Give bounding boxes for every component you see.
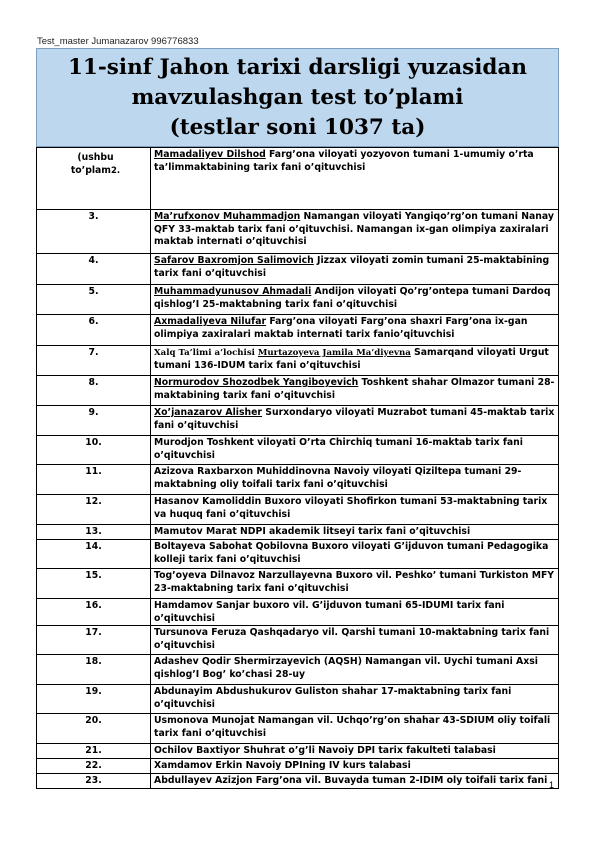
row-text: [151, 148, 559, 210]
row-number: 14.: [37, 540, 151, 569]
row-number: 11.: [37, 465, 151, 495]
row-text: [151, 406, 559, 436]
row-text: [151, 254, 559, 285]
author-name: Murtazoyeva Jamila Ma’diyevna: [257, 348, 411, 358]
row-text: Usmonova Munojat Namangan vil. Uchqo’rg’on shahar 43-SDIUM oliy toifali tarix fani o’qituvchisi: [151, 714, 559, 744]
table-row: [37, 744, 559, 759]
row-number: 17.: [37, 626, 151, 655]
row-number: 21.: [37, 744, 151, 759]
table-row: [37, 626, 559, 655]
row-number: 7.: [37, 346, 151, 376]
row-number: 22.: [37, 759, 151, 774]
author-details: Farg’ona viloyati yozyovon tumani 1-umumiy o’rta ta’limmaktabining tarix fani o’qituvchisi: [154, 149, 534, 173]
page-number: 1: [549, 780, 555, 790]
table-row: [37, 436, 559, 465]
row-text: [151, 315, 559, 346]
row-text: Mamutov Marat NDPI akademik litseyi tarix fani o’qituvchisi: [151, 525, 559, 540]
row-text: Hasanov Kamoliddin Buxoro viloyati Shofirkon tumani 53-maktabning tarix va huquq fani o’qituvchisi: [151, 495, 559, 525]
row-text: [151, 210, 559, 254]
table-row: [37, 406, 559, 436]
row-number: 3.: [37, 210, 151, 254]
author-details: Samarqand viloyati Urgut tumani 136-IDUM tarix fani o’qituvchisi: [154, 347, 549, 371]
intro-line-1: (ushbu: [77, 152, 114, 163]
table-row: [37, 759, 559, 774]
header-note: Test_master Jumanazarov 996776833: [37, 36, 199, 47]
table-row: [37, 285, 559, 315]
author-details: Toshkent shahar Olmazor tumani 28-maktabining tarix fani o’qituvchisi: [154, 377, 555, 401]
row-number: 6.: [37, 315, 151, 346]
table-row: [37, 714, 559, 744]
row-number: 20.: [37, 714, 151, 744]
award-title: Xalq Ta’limi a’lochisi: [154, 348, 258, 358]
author-name: Mamadaliyev Dilshod: [154, 149, 266, 160]
author-name: Xo’janazarov Alisher: [154, 407, 263, 418]
row-text: Abdullayev Azizjon Farg’ona vil. Buvayda tuman 2-IDIM oly toifali tarix fani: [151, 774, 559, 789]
table-row: [37, 315, 559, 346]
document-title: [36, 48, 559, 147]
table-row: [37, 465, 559, 495]
intro-cell: [37, 148, 151, 210]
row-number: 5.: [37, 285, 151, 315]
authors-table: [36, 147, 559, 789]
row-text: [151, 376, 559, 406]
row-text: Boltayeva Sabohat Qobilovna Buxoro viloyati G’ijduvon tumani Pedagogika kolleji tarix fani o’qituvchisi: [151, 540, 559, 569]
author-name: Normurodov Shozodbek Yangiboyevich: [154, 377, 359, 388]
row-text: Abdunayim Abdushukurov Guliston shahar 17-maktabning tarix fani o’qituvchisi: [151, 685, 559, 714]
row-number: 16.: [37, 599, 151, 626]
author-details: Surxondaryo viloyati Muzrabot tumani 45-maktab tarix fani o’qituvchisi: [154, 407, 555, 431]
row-number: 4.: [37, 254, 151, 285]
table-row: [37, 599, 559, 626]
row-text: [151, 285, 559, 315]
author-details: Farg’ona viloyati Farg’ona shaxri Farg’ona ix-gan olimpiya zaxiralari maktab internati tarix fanio’qituvchisi: [154, 316, 528, 340]
row-text: Ochilov Baxtiyor Shuhrat o’g’li Navoiy DPI tarix fakulteti talabasi: [151, 744, 559, 759]
table-row: [37, 210, 559, 254]
author-details: Namangan viloyati Yangiqo’rg’on tumani Nanay QFY 33-maktab tarix fani o’qituvchisi. Namangan ix-gan olimpiya zaxiralari maktab internati o’qituvchisi: [154, 211, 554, 247]
title-line-3: (testlar soni 1037 ta): [169, 115, 426, 140]
table-row: [37, 685, 559, 714]
table-row: [37, 774, 559, 789]
table-row: [37, 525, 559, 540]
title-line-2: mavzulashgan test to’plami: [131, 85, 464, 110]
row-text: Xamdamov Erkin Navoiy DPIning IV kurs talabasi: [151, 759, 559, 774]
table-row: [37, 254, 559, 285]
row-number: 2.: [111, 165, 121, 176]
row-number: 23.: [37, 774, 151, 789]
table-row: [37, 655, 559, 685]
row-number: 8.: [37, 376, 151, 406]
author-name: Ma’rufxonov Muhammadjon: [154, 211, 301, 222]
author-name: Axmadaliyeva Nilufar: [154, 316, 267, 327]
row-text: Azizova Raxbarxon Muhiddinovna Navoiy viloyati Qiziltepa tumani 29-maktabning oliy toifali tarix fani o’qituvchisi: [151, 465, 559, 495]
row-number: 12.: [37, 495, 151, 525]
table-row: [37, 569, 559, 599]
author-details: Andijon viloyati Qo’rg’ontepa tumani Dardoq qishlog’I 25-maktabning tarix fani o’qituvchisi: [154, 286, 551, 310]
row-number: 19.: [37, 685, 151, 714]
author-name: Safarov Baxromjon Salimovich: [154, 255, 314, 266]
row-number: 13.: [37, 525, 151, 540]
row-text: [151, 346, 559, 376]
row-number: 15.: [37, 569, 151, 599]
author-details: Jizzax viloyati zomin tumani 25-maktabining tarix fani o’qituvchisi: [154, 255, 550, 279]
author-name: Muhammadyunusov Ahmadali: [154, 286, 312, 297]
row-number: 18.: [37, 655, 151, 685]
row-number: 9.: [37, 406, 151, 436]
title-line-1: 11-sinf Jahon tarixi darsligi yuzasidan: [67, 55, 528, 80]
table-row: [37, 346, 559, 376]
row-text: Tursunova Feruza Qashqadaryo vil. Qarshi tumani 10-maktabning tarix fani o’qituvchisi: [151, 626, 559, 655]
table-row: [37, 495, 559, 525]
table-row: [37, 148, 559, 210]
table-row: [37, 540, 559, 569]
row-text: Murodjon Toshkent viloyati O’rta Chirchiq tumani 16-maktab tarix fani o’qituvchisi: [151, 436, 559, 465]
row-text: Hamdamov Sanjar buxoro vil. G’ijduvon tumani 65-IDUMI tarix fani o’qituvchisi: [151, 599, 559, 626]
row-text: Adashev Qodir Shermirzayevich (AQSH) Namangan vil. Uychi tumani Axsi qishlog’I Bog’ ko’chasi 28-uy: [151, 655, 559, 685]
intro-line-2: to’plam: [70, 164, 111, 176]
row-number: 10.: [37, 436, 151, 465]
row-text: Tog’oyeva Dilnavoz Narzullayevna Buxoro vil. Peshko’ tumani Turkiston MFY 23-maktabning tarix fani o’qituvchisi: [151, 569, 559, 599]
table-row: [37, 376, 559, 406]
